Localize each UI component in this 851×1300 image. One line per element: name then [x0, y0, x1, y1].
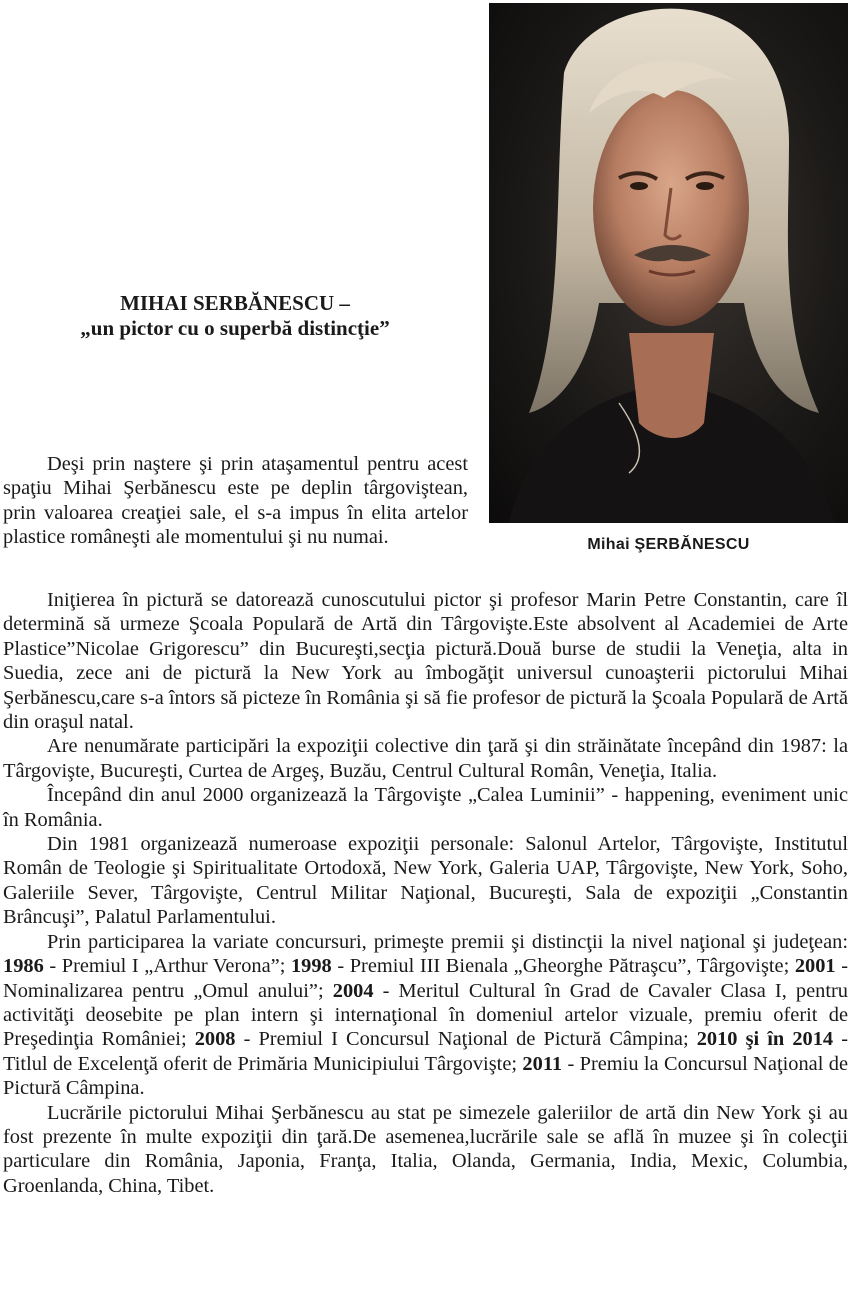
portrait-photo: [489, 3, 848, 523]
award-year: 2004: [332, 979, 374, 1002]
awards-text: Prin participarea la variate concursuri, primeşte premii şi distincţii la nivel naţional şi judeţean:: [47, 930, 848, 953]
paragraph-collections: Lucrările pictorului Mihai Şerbănescu au stat pe simezele galeriilor de artă din New York şi au fost prezente în multe expoziţii din ţară.De asemenea,lucrările sale se află în muzee şi în colecţii particulare din România, Japonia, Franţa, Italia, Olanda, Germania, India, Mexic, Columbia, Groenlanda, China, Tibet.: [3, 1101, 848, 1197]
photo-caption: Mihai ŞERBĂNESCU: [587, 536, 750, 553]
paragraph-initiation: Iniţierea în pictură se datorează cunoscutului pictor şi profesor Marin Petre Constantin, care îl determină să urmeze Şcoala Populară de Artă din Târgovişte.Este absolvent al Academiei de Arte Plastice”Nicolae Grigorescu” din Bucureşti,secţia pictură.Două burse de studii la Veneţia, alta in Suedia, zece ani de pictură la New York au îmbogăţit universul cunoaşterii pictorului Mihai Şerbănescu,care s-a întors să picteze în România şi să fie profesor de pictură la Şcoala Populară de Artă din oraşul natal.: [3, 589, 848, 734]
award-year: 2011: [522, 1052, 563, 1075]
award-year: 2008: [194, 1028, 236, 1051]
awards-text: - Nominalizarea pentru „Omul anului”;: [3, 955, 848, 1002]
title-line-1: MIHAI SERBĂNESCU –: [120, 291, 350, 315]
article-body: [3, 588, 848, 1198]
awards-text: - Premiu la Concursul Naţional de Pictură Câmpina.: [3, 1052, 848, 1100]
article-title: [0, 291, 470, 341]
paragraph-group-exhibitions: Are nenumărate participări la expoziţii colective din ţară şi din străinătate începând din 1987: la Târgovişte, Bucureşti, Curtea de Argeş, Buzău, Centrul Cultural Român, Veneţia, Italia.: [3, 735, 848, 782]
paragraph-personal-exhibitions: Din 1981 organizează numeroase expoziţii personale: Salonul Artelor, Târgovişte, Institutul Român de Teologie şi Spiritualitate Ortodoxă, New York, Galeria UAP, Târgovişte, New York, Soho, Galeriile Sever, Târgovişte, Centrul Militar Naţional, Bucureşti, Sala de expoziţii „Constantin Brâncuşi”, Palatul Parlamentului.: [3, 833, 848, 929]
paragraph-calea-luminii: Începând din anul 2000 organizează la Târgovişte „Calea Luminii” - happening, eveniment unic în România.: [3, 784, 848, 831]
awards-text: - Meritul Cultural în Grad de Cavaler Clasa I, pentru activităţi deosebite pe plan intern şi internaţional în domeniul artelor vizuale, premiu oferit de Preşedinţia României;: [3, 979, 848, 1051]
awards-text: - Premiul III Bienala „Gheorghe Pătraşcu”, Târgovişte;: [331, 955, 795, 978]
awards-text: - Premiul I „Arthur Verona”;: [43, 955, 291, 978]
award-year: 2010 şi în 2014: [696, 1028, 834, 1051]
awards-text: - Titlul de Excelenţă oferit de Primăria Municipiului Târgovişte;: [3, 1028, 848, 1075]
title-line-2: „un pictor cu o superbă distincţie”: [80, 316, 390, 340]
intro-column: [3, 452, 468, 550]
paragraph-awards: [3, 930, 848, 1101]
awards-text: - Premiul I Concursul Naţional de Pictură Câmpina;: [235, 1028, 697, 1051]
award-year: 1998: [290, 955, 332, 978]
portrait-icon: [489, 3, 848, 523]
award-year: 2001: [794, 955, 836, 978]
award-year: 1986: [3, 955, 44, 978]
intro-paragraph: Deşi prin naştere şi prin ataşamentul pentru acest spaţiu Mihai Şerbănescu este pe deplin târgoviştean, prin valoarea creaţiei sale, el s-a impus în elita artelor plastice româneşti ale momentului şi nu numai.: [3, 453, 468, 549]
